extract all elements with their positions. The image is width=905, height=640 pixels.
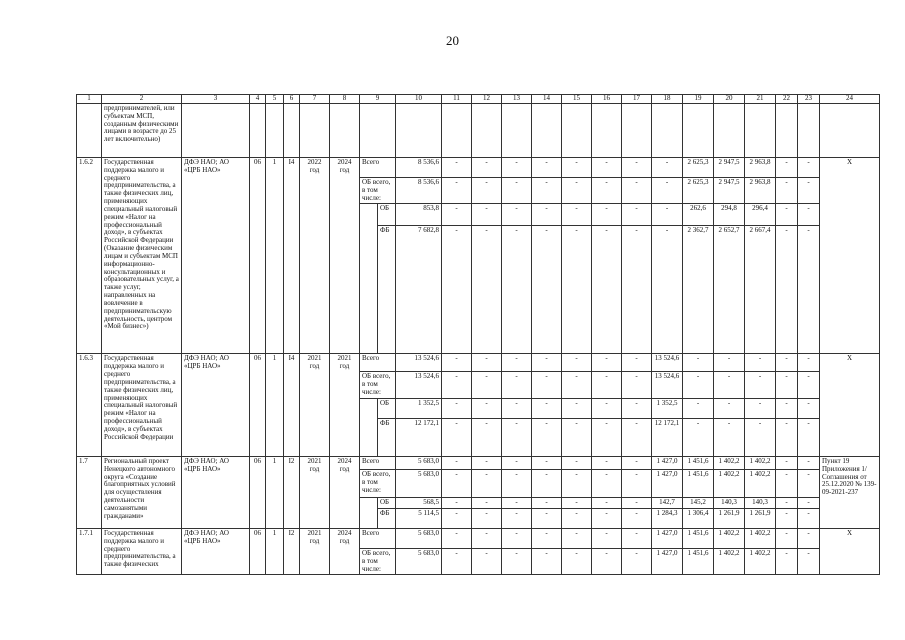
source-label: ОБ всего, в том числе: [360, 469, 396, 497]
value-cell: - [562, 456, 592, 469]
value-cell: - [502, 418, 532, 456]
value-cell: - [472, 204, 502, 226]
value-cell: 1 451,6 [683, 456, 714, 469]
value-cell: - [714, 398, 745, 418]
value-cell: 1 427,0 [652, 548, 683, 574]
value-cell: - [442, 178, 472, 204]
value-cell: - [683, 418, 714, 456]
value-cell: - [776, 204, 798, 226]
value-cell: 262,6 [683, 204, 714, 226]
value-cell: 1 402,2 [745, 456, 776, 469]
value-cell: - [798, 372, 820, 398]
row-code-5: 1 [266, 456, 284, 528]
value-cell: 1 352,5 [396, 398, 442, 418]
header-cell: 5 [266, 95, 284, 104]
row-code-4: 06 [250, 528, 266, 574]
value-cell: - [776, 508, 798, 528]
table-row [77, 528, 880, 548]
value-cell: - [798, 508, 820, 528]
value-cell: - [652, 226, 683, 354]
value-cell: - [562, 226, 592, 354]
row-code-5: 1 [266, 354, 284, 456]
row-note: Х [820, 158, 880, 354]
value-cell: - [532, 508, 562, 528]
value-cell: - [562, 508, 592, 528]
value-cell: 145,2 [683, 497, 714, 508]
value-cell: - [622, 508, 652, 528]
value-cell: - [592, 548, 622, 574]
value-cell: 13 524,6 [652, 354, 683, 372]
row-code-6: I2 [284, 456, 300, 528]
value-cell: 2 963,8 [745, 158, 776, 178]
value-cell: 12 172,1 [652, 418, 683, 456]
value-cell: - [502, 226, 532, 354]
table-row [77, 158, 880, 178]
value-cell: - [592, 204, 622, 226]
header-cell: 18 [652, 95, 683, 104]
value-cell: - [562, 497, 592, 508]
value-cell: - [798, 204, 820, 226]
value-cell: 140,3 [745, 497, 776, 508]
value-cell: - [442, 497, 472, 508]
header-cell: 16 [592, 95, 622, 104]
value-cell: - [442, 158, 472, 178]
value-cell: 8 536,6 [396, 178, 442, 204]
value-cell: - [472, 548, 502, 574]
row-code-6: I4 [284, 158, 300, 354]
source-label: Всего [360, 528, 396, 548]
row-start-year: 2022 год [300, 158, 330, 354]
source-label: Всего [360, 354, 396, 372]
value-cell: - [776, 469, 798, 497]
value-cell: 2 947,5 [714, 178, 745, 204]
source-label: Всего [360, 158, 396, 178]
value-cell: 5 683,0 [396, 456, 442, 469]
value-cell: - [592, 372, 622, 398]
value-cell: - [442, 372, 472, 398]
value-cell: - [652, 158, 683, 178]
value-cell: 2 667,4 [745, 226, 776, 354]
value-cell: - [592, 528, 622, 548]
value-cell: - [776, 548, 798, 574]
value-cell: - [622, 398, 652, 418]
header-cell: 14 [532, 95, 562, 104]
header-cell: 9 [360, 95, 396, 104]
value-cell: 1 427,0 [652, 469, 683, 497]
value-cell: - [622, 528, 652, 548]
value-cell: - [442, 398, 472, 418]
value-cell: - [472, 398, 502, 418]
header-cell: 1 [77, 95, 102, 104]
row-number: 1.7 [77, 456, 102, 528]
header-cell: 12 [472, 95, 502, 104]
value-cell: 1 352,5 [652, 398, 683, 418]
value-cell: - [532, 226, 562, 354]
row-name: Региональный проект Ненецкого автономного округа «Создание благоприятных условий для осуществления деятельности самозанятыми гражданами» [102, 456, 182, 528]
value-cell: 1 261,9 [745, 508, 776, 528]
row-number: 1.6.2 [77, 158, 102, 354]
value-cell: - [472, 528, 502, 548]
value-cell: 296,4 [745, 204, 776, 226]
row-name: Государственная поддержка малого и среднего предпринимательства, а также физических [102, 528, 182, 574]
source-label: ОБ [378, 204, 396, 226]
value-cell: - [532, 372, 562, 398]
value-cell: - [776, 372, 798, 398]
value-cell: - [442, 469, 472, 497]
value-cell: - [776, 178, 798, 204]
source-label: ФБ [378, 418, 396, 456]
value-cell: 1 261,9 [714, 508, 745, 528]
value-cell: 1 402,2 [714, 548, 745, 574]
value-cell: 853,8 [396, 204, 442, 226]
value-cell: - [798, 418, 820, 456]
value-cell: - [442, 418, 472, 456]
value-cell: - [714, 418, 745, 456]
source-label: ОБ [378, 398, 396, 418]
row-end-year: 2024 год [330, 528, 360, 574]
value-cell: - [683, 372, 714, 398]
value-cell: - [532, 204, 562, 226]
row-start-year: 2021 год [300, 456, 330, 528]
source-spacer [360, 204, 378, 354]
value-cell: - [502, 508, 532, 528]
row-start-year: 2021 год [300, 354, 330, 456]
value-cell: 5 683,0 [396, 548, 442, 574]
row-code-4: 06 [250, 158, 266, 354]
value-cell: - [502, 456, 532, 469]
value-cell: - [622, 226, 652, 354]
value-cell: - [622, 204, 652, 226]
header-cell: 2 [102, 95, 182, 104]
value-cell: - [592, 469, 622, 497]
value-cell: 13 524,6 [652, 372, 683, 398]
value-cell: - [532, 456, 562, 469]
value-cell: 5 683,0 [396, 469, 442, 497]
value-cell: 1 427,0 [652, 528, 683, 548]
value-cell: - [502, 398, 532, 418]
row-code-4: 06 [250, 354, 266, 456]
value-cell: - [798, 497, 820, 508]
header-cell: 3 [182, 95, 250, 104]
value-cell: - [592, 398, 622, 418]
value-cell: 1 402,2 [714, 469, 745, 497]
value-cell: - [562, 354, 592, 372]
value-cell: - [562, 548, 592, 574]
value-cell: - [442, 354, 472, 372]
value-cell: 294,8 [714, 204, 745, 226]
header-cell: 13 [502, 95, 532, 104]
row-code-6: I2 [284, 528, 300, 574]
value-cell: 7 682,8 [396, 226, 442, 354]
header-cell: 11 [442, 95, 472, 104]
row-number [77, 104, 102, 158]
header-cell: 24 [820, 95, 880, 104]
value-cell: - [592, 508, 622, 528]
value-cell: 13 524,6 [396, 354, 442, 372]
value-cell: - [502, 354, 532, 372]
value-cell: - [622, 469, 652, 497]
value-cell: 2 963,8 [745, 178, 776, 204]
value-cell: - [532, 469, 562, 497]
value-cell: 142,7 [652, 497, 683, 508]
value-cell: - [562, 398, 592, 418]
value-cell: - [798, 178, 820, 204]
source-label: ОБ всего, в том числе: [360, 548, 396, 574]
value-cell: 2 652,7 [714, 226, 745, 354]
value-cell: - [502, 548, 532, 574]
value-cell: - [714, 372, 745, 398]
value-cell: - [652, 178, 683, 204]
value-cell: 2 362,7 [683, 226, 714, 354]
value-cell: - [532, 158, 562, 178]
value-cell: 12 172,1 [396, 418, 442, 456]
value-cell: 140,3 [714, 497, 745, 508]
value-cell: - [622, 158, 652, 178]
value-cell: - [472, 508, 502, 528]
value-cell: - [622, 497, 652, 508]
value-cell: - [776, 528, 798, 548]
header-row [77, 95, 880, 104]
value-cell: 13 524,6 [396, 372, 442, 398]
continuation-row [77, 104, 880, 158]
value-cell: - [622, 548, 652, 574]
row-start-year: 2021 год [300, 528, 330, 574]
row-end-year: 2024 год [330, 158, 360, 354]
row-code-5: 1 [266, 528, 284, 574]
value-cell: - [472, 469, 502, 497]
value-cell: 568,5 [396, 497, 442, 508]
value-cell: 1 451,6 [683, 469, 714, 497]
value-cell: - [683, 354, 714, 372]
value-cell: 1 284,3 [652, 508, 683, 528]
row-end-year: 2024 год [330, 456, 360, 528]
value-cell: - [798, 548, 820, 574]
value-cell: - [502, 372, 532, 398]
row-note: Х [820, 528, 880, 574]
row-note: Пункт 19 Приложения 1/ Соглашения от 25.12.2020 № 139-09-2021-237 [820, 456, 880, 528]
value-cell: - [798, 528, 820, 548]
value-cell: - [622, 354, 652, 372]
value-cell: - [776, 398, 798, 418]
value-cell: - [502, 178, 532, 204]
value-cell: - [776, 226, 798, 354]
value-cell: - [442, 204, 472, 226]
value-cell: - [592, 497, 622, 508]
header-cell: 23 [798, 95, 820, 104]
value-cell: - [502, 528, 532, 548]
value-cell: - [562, 204, 592, 226]
value-cell: - [745, 418, 776, 456]
value-cell: - [622, 456, 652, 469]
header-cell: 20 [714, 95, 745, 104]
value-cell: - [592, 178, 622, 204]
row-executor: ДФЭ НАО; АО «ЦРБ НАО» [182, 354, 250, 456]
value-cell: 2 625,3 [683, 158, 714, 178]
value-cell: - [798, 158, 820, 178]
header-cell: 10 [396, 95, 442, 104]
value-cell: - [472, 372, 502, 398]
value-cell: 1 402,2 [745, 548, 776, 574]
value-cell: - [776, 418, 798, 456]
value-cell: - [745, 372, 776, 398]
page-number: 20 [446, 33, 459, 48]
value-cell: 1 402,2 [714, 456, 745, 469]
header-cell: 22 [776, 95, 798, 104]
header-cell: 21 [745, 95, 776, 104]
source-spacer [360, 497, 378, 528]
row-code-4: 06 [250, 456, 266, 528]
value-cell: - [472, 456, 502, 469]
row-name: Государственная поддержка малого и среднего предпринимательства, а также физических лиц, применяющих специальный налоговый режим «Налог на профессиональный доход», в субъектах Российской Федерации (Оказание физическим лицам и субъектам МСП информационно-консультационных и образовательных услуг, а также услуг, направленных на вовлечение в предпринимательскую деятельность, центром «Мой бизнес») [102, 158, 182, 354]
header-cell: 15 [562, 95, 592, 104]
source-label: ОБ всего, в том числе: [360, 178, 396, 204]
value-cell: - [562, 469, 592, 497]
value-cell: 1 402,2 [745, 528, 776, 548]
row-executor: ДФЭ НАО; АО «ЦРБ НАО» [182, 158, 250, 354]
value-cell: 1 451,6 [683, 528, 714, 548]
value-cell: 5 114,5 [396, 508, 442, 528]
value-cell: - [798, 469, 820, 497]
value-cell: - [472, 226, 502, 354]
value-cell: 1 451,6 [683, 548, 714, 574]
value-cell: - [442, 508, 472, 528]
value-cell: - [502, 497, 532, 508]
value-cell: - [798, 456, 820, 469]
value-cell: - [532, 548, 562, 574]
source-label: ФБ [378, 508, 396, 528]
source-label: Всего [360, 456, 396, 469]
value-cell: - [442, 548, 472, 574]
row-executor: ДФЭ НАО; АО «ЦРБ НАО» [182, 528, 250, 574]
source-label: ОБ всего, в том числе: [360, 372, 396, 398]
value-cell: - [532, 497, 562, 508]
table-row [77, 354, 880, 372]
value-cell: - [562, 178, 592, 204]
value-cell: - [798, 398, 820, 418]
header-cell: 8 [330, 95, 360, 104]
value-cell: - [714, 354, 745, 372]
value-cell: - [592, 158, 622, 178]
row-code-6: I4 [284, 354, 300, 456]
value-cell: - [776, 497, 798, 508]
value-cell: - [798, 226, 820, 354]
value-cell: 1 306,4 [683, 508, 714, 528]
header-cell: 6 [284, 95, 300, 104]
value-cell: - [532, 178, 562, 204]
value-cell: 1 402,2 [745, 469, 776, 497]
value-cell: 8 536,6 [396, 158, 442, 178]
value-cell: - [592, 456, 622, 469]
value-cell: - [502, 158, 532, 178]
header-cell: 17 [622, 95, 652, 104]
value-cell: - [532, 398, 562, 418]
value-cell: - [562, 158, 592, 178]
value-cell: - [472, 418, 502, 456]
value-cell: - [472, 497, 502, 508]
row-name: предпринимателей, или субъектам МСП, созданным физическими лицами в возрасте до 25 лет включительно) [102, 104, 182, 158]
value-cell: - [472, 158, 502, 178]
value-cell: - [442, 226, 472, 354]
header-cell: 7 [300, 95, 330, 104]
row-code-5: 1 [266, 158, 284, 354]
value-cell: - [745, 398, 776, 418]
value-cell: - [532, 354, 562, 372]
source-label: ФБ [378, 226, 396, 354]
value-cell: - [776, 158, 798, 178]
value-cell: - [502, 204, 532, 226]
value-cell: - [442, 456, 472, 469]
row-executor: ДФЭ НАО; АО «ЦРБ НАО» [182, 456, 250, 528]
value-cell: - [562, 528, 592, 548]
value-cell: - [472, 354, 502, 372]
value-cell: - [532, 528, 562, 548]
value-cell: - [776, 354, 798, 372]
value-cell: - [442, 528, 472, 548]
value-cell: - [798, 354, 820, 372]
budget-table [76, 94, 880, 575]
value-cell: - [652, 204, 683, 226]
value-cell: - [622, 178, 652, 204]
row-name: Государственная поддержка малого и среднего предпринимательства, а также физических лиц, применяющих специальный налоговый режим «Налог на профессиональный доход», в субъектах Российской Федерации [102, 354, 182, 456]
header-cell: 4 [250, 95, 266, 104]
value-cell: - [622, 372, 652, 398]
value-cell: - [592, 354, 622, 372]
source-label: ОБ [378, 497, 396, 508]
row-number: 1.6.3 [77, 354, 102, 456]
value-cell: - [592, 418, 622, 456]
value-cell: 2 947,5 [714, 158, 745, 178]
row-end-year: 2021 год [330, 354, 360, 456]
row-number: 1.7.1 [77, 528, 102, 574]
value-cell: - [745, 354, 776, 372]
value-cell: - [502, 469, 532, 497]
value-cell: 1 402,2 [714, 528, 745, 548]
value-cell: 5 683,0 [396, 528, 442, 548]
value-cell: - [592, 226, 622, 354]
value-cell: - [776, 456, 798, 469]
value-cell: - [562, 418, 592, 456]
header-cell: 19 [683, 95, 714, 104]
value-cell: 2 625,3 [683, 178, 714, 204]
value-cell: - [562, 372, 592, 398]
table-row [77, 456, 880, 469]
value-cell: - [532, 418, 562, 456]
row-note: Х [820, 354, 880, 456]
source-spacer [360, 398, 378, 456]
value-cell: - [472, 178, 502, 204]
value-cell: - [622, 418, 652, 456]
value-cell: - [683, 398, 714, 418]
value-cell: 1 427,0 [652, 456, 683, 469]
